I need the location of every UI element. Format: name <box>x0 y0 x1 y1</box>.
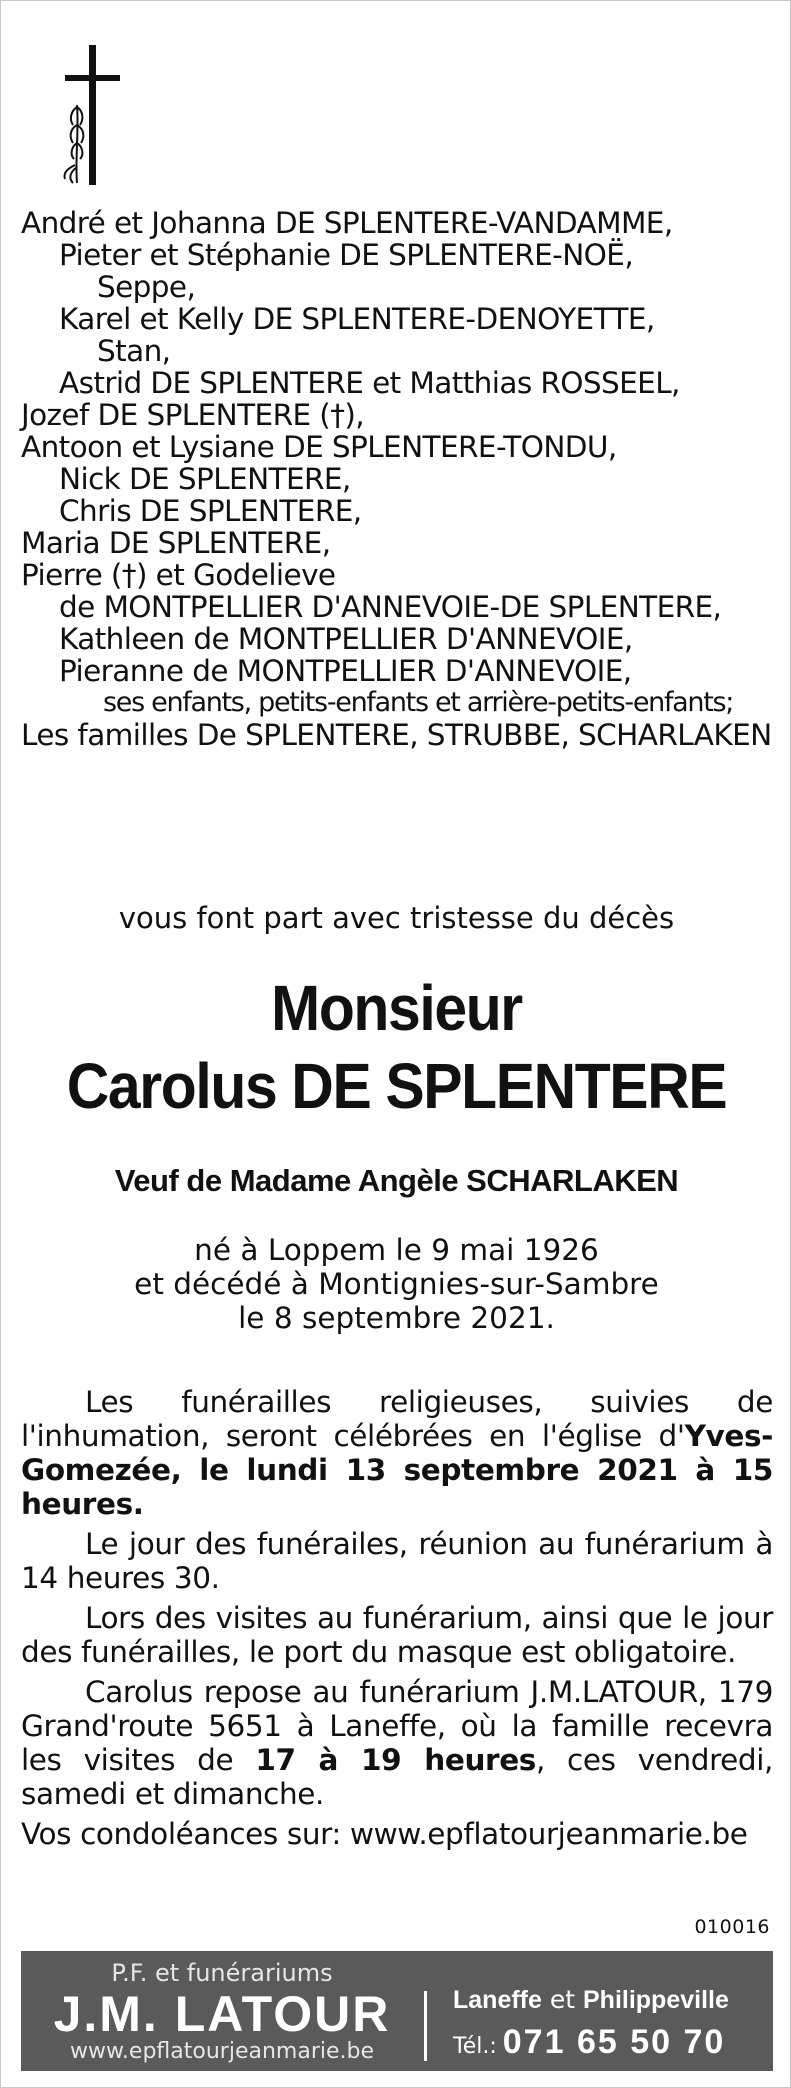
location-conjunction: et <box>549 1985 576 2014</box>
family-list <box>21 207 781 751</box>
funeral-home-tagline: P.F. et funérariums <box>111 1959 333 1987</box>
locations <box>453 1985 729 2015</box>
funeral-home-banner <box>21 1951 773 2071</box>
funeral-home-contact <box>441 1951 773 2071</box>
funeral-details <box>21 1385 773 1857</box>
deceased-honorific: Monsieur <box>271 972 522 1044</box>
death-date: le 8 septembre 2021. <box>238 1301 555 1335</box>
death-line: et décédé à Montignies-sur-Sambre <box>134 1267 659 1301</box>
phone-label: Tél.: <box>453 2034 497 2059</box>
deceased-name: Carolus DE SPLENTERE <box>66 1050 727 1122</box>
descendants-line: ses enfants, petits-enfants et arrière-petits-enfants; <box>103 687 734 718</box>
family-line: André et Johanna DE SPLENTERE-VANDAMME, <box>21 206 673 240</box>
family-line: Pieter et Stéphanie DE SPLENTERE-NOË, <box>59 238 634 272</box>
family-line: de MONTPELLIER D'ANNEVOIE-DE SPLENTERE, <box>59 590 722 624</box>
birth-line: né à Loppem le 9 mai 1926 <box>194 1233 599 1267</box>
funeral-paragraph <box>21 1385 773 1521</box>
family-line: Karel et Kelly DE SPLENTERE-DENOYETTE, <box>59 302 655 336</box>
phone <box>453 2023 725 2062</box>
family-line: Astrid DE SPLENTERE et Matthias ROSSEEL, <box>59 366 680 400</box>
families-line: Les familles De SPLENTERE, STRUBBE, SCHARLAKEN <box>21 718 772 752</box>
family-line: Seppe, <box>97 270 196 304</box>
funeral-text: Les funérailles religieuses, suivies de l'inhumation, seront célébrées en l'église d' <box>21 1385 773 1453</box>
funeral-home-brand <box>21 1951 423 2071</box>
widower-line: Veuf de Madame Angèle SCHARLAKEN <box>114 1163 679 1198</box>
family-line: Nick DE SPLENTERE, <box>59 462 351 496</box>
cross-with-wheat-icon <box>55 45 127 185</box>
funeral-home-website[interactable]: www.epflatourjeanmarie.be <box>69 2039 375 2064</box>
visiting-hours: 17 à 19 heures <box>255 1743 536 1777</box>
location-1: Laneffe <box>453 1986 542 2014</box>
family-line: Pierre (†) et Godelieve <box>21 558 336 592</box>
rest-text-end: , ces vendredi, samedi et dimanche. <box>21 1743 773 1811</box>
family-line: Jozef DE SPLENTERE (†), <box>21 398 365 432</box>
family-line: Kathleen de MONTPELLIER D'ANNEVOIE, <box>59 622 633 656</box>
reference-number: 010016 <box>694 1916 770 1938</box>
meeting-paragraph: Le jour des funérailes, réunion au funérarium à 14 heures 30. <box>21 1527 773 1595</box>
condolences-line: Vos condoléances sur: www.epflatourjeanmarie.be <box>21 1817 748 1851</box>
family-line: Stan, <box>97 334 171 368</box>
announcement-intro: vous font part avec tristesse du décès <box>118 901 675 935</box>
rest-paragraph <box>21 1675 773 1811</box>
family-line: Maria DE SPLENTERE, <box>21 526 331 560</box>
divider <box>424 1991 427 2061</box>
funeral-home-logo: J.M. LATOUR <box>53 1986 391 2042</box>
rest-text: Carolus repose au funérarium J.M.LATOUR, 179 Grand'route 5651 à Laneffe, où la famille recevra les visites de <box>21 1675 773 1777</box>
funeral-date-bold: Yves-Gomezée, le lundi 13 septembre 2021 à 15 heures. <box>21 1419 773 1521</box>
location-2: Philippeville <box>583 1986 729 2014</box>
family-line: Chris DE SPLENTERE, <box>59 494 362 528</box>
mask-paragraph: Lors des visites au funérarium, ainsi que le jour des funérailles, le port du masque est obligatoire. <box>21 1601 773 1669</box>
family-line: Pieranne de MONTPELLIER D'ANNEVOIE, <box>59 654 632 688</box>
phone-number[interactable]: 071 65 50 70 <box>502 2023 726 2061</box>
birth-death-dates <box>1 1233 791 1335</box>
family-line: Antoon et Lysiane DE SPLENTERE-TONDU, <box>21 430 617 464</box>
